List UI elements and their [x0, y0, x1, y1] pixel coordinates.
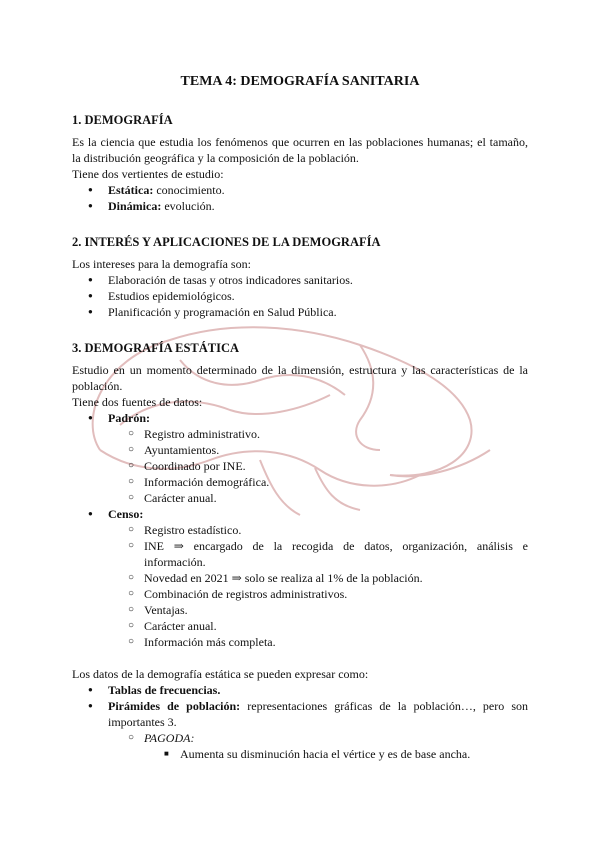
- censo-label: ● Censo:: [108, 506, 143, 522]
- section-2-heading: 2. INTERÉS Y APLICACIONES DE LA DEMOGRAFÍA: [72, 235, 381, 249]
- list-item: ● Dinámica: evolución.: [108, 198, 215, 214]
- s3-intro-line: Tiene dos fuentes de datos:: [72, 395, 203, 409]
- section-1-heading: 1. DEMOGRAFÍA: [72, 113, 173, 127]
- list-item: ○ Novedad en 2021 ⇒ solo se realiza al 1% de la población.: [144, 570, 423, 586]
- s1-intro-line: Tiene dos vertientes de estudio:: [72, 167, 224, 181]
- list-item-continuation: importantes 3.: [108, 715, 177, 729]
- list-item: ○ Información demográfica.: [144, 474, 269, 490]
- s3-paragraph-line1: Estudio en un momento determinado de la dimensión, estructura y las características de la: [72, 363, 528, 377]
- list-item: ● Tablas de frecuencias.: [108, 682, 220, 698]
- s2-intro: Los intereses para la demografía son:: [72, 257, 251, 271]
- list-item: ● Pirámides de población: representaciones gráficas de la población…, pero son: [108, 698, 528, 714]
- list-item: ○ Combinación de registros administrativos.: [144, 586, 347, 602]
- list-item: ○ Información más completa.: [144, 634, 276, 650]
- list-item: ○ INE ⇒ encargado de la recogida de datos, organización, análisis e: [144, 538, 528, 554]
- list-item: ○ Coordinado por INE.: [144, 458, 246, 474]
- s3-paragraph-line2: población.: [72, 379, 123, 393]
- s1-paragraph-line2: la distribución geográfica y la composición de la población.: [72, 151, 359, 165]
- list-item: ● Elaboración de tasas y otros indicadores sanitarios.: [108, 272, 353, 288]
- list-item: ■ Aumenta su disminución hacia el vértice y es de base ancha.: [180, 746, 470, 762]
- list-item: ○ Carácter anual.: [144, 618, 217, 634]
- list-item: ○ Registro administrativo.: [144, 426, 260, 442]
- list-item: ● Planificación y programación en Salud Pública.: [108, 304, 337, 320]
- list-item-continuation: información.: [144, 555, 206, 569]
- list-item: ○ Carácter anual.: [144, 490, 217, 506]
- list-item: ○ Ventajas.: [144, 602, 188, 618]
- list-item: ● Estática: conocimiento.: [108, 182, 225, 198]
- list-item: ○ Ayuntamientos.: [144, 442, 219, 458]
- s3-expression-intro: Los datos de la demografía estática se pueden expresar como:: [72, 667, 369, 681]
- s1-paragraph-line1: Es la ciencia que estudia los fenómenos que ocurren en las poblaciones humanas; el tamaño,: [72, 135, 528, 149]
- padron-label: ● Padrón:: [108, 410, 150, 426]
- document-title: TEMA 4: DEMOGRAFÍA SANITARIA: [180, 74, 420, 89]
- list-item: ○ Registro estadístico.: [144, 522, 241, 538]
- section-3-heading: 3. DEMOGRAFÍA ESTÁTICA: [72, 341, 240, 355]
- list-item: ● Estudios epidemiológicos.: [108, 288, 235, 304]
- pagoda-label: ○ PAGODA:: [144, 730, 194, 746]
